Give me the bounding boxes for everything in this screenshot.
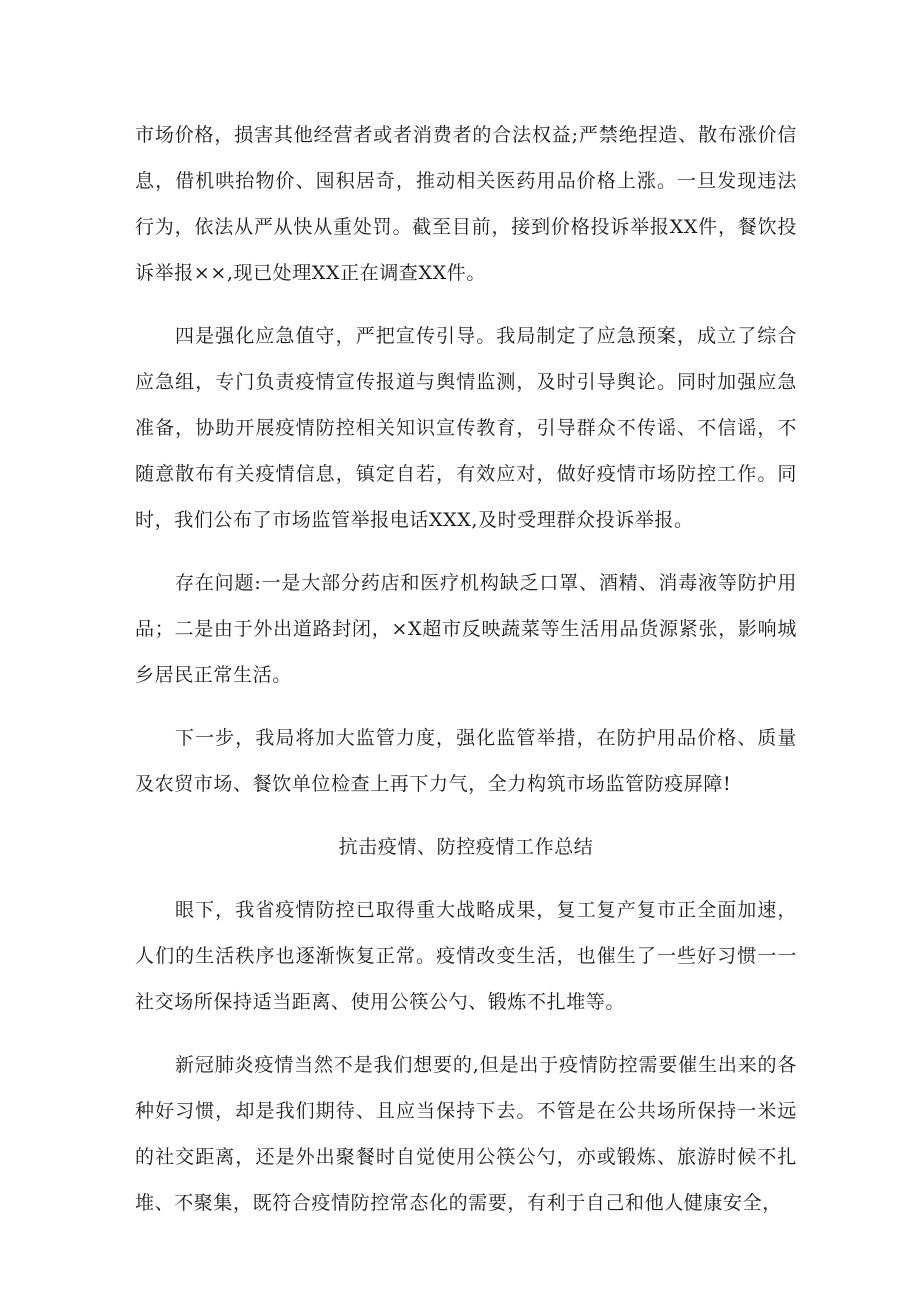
- paragraph-next-steps: 下一步，我局将加大监管力度，强化监管举措，在防护用品价格、质量及农贸市场、餐饮单位检查上再下力气，全力构筑市场监管防疫屏障!: [135, 727, 797, 795]
- section-title: 抗击疫情、防控疫情工作总结: [338, 836, 594, 858]
- paragraph-good-habits: 新冠肺炎疫情当然不是我们想要的,但是出于疫情防控需要催生出来的各种好习惯，却是我们期待、且应当保持下去。不管是在公共场所保持一米远的社交距离，还是外出聚餐时自觉使用公筷公勺，亦或锻炼、旅游时候不扎堆、不聚集，既符合疫情防控常态化的需要，有利于自己和他人健康安全，: [135, 1054, 797, 1214]
- document-page: [135, 112, 797, 1243]
- paragraph-price-enforcement: 市场价格，损害其他经营者或者消费者的合法权益;严禁绝捏造、散布涨价信息，借机哄抬物价、囤积居奇，推动相关医药用品价格上涨。一旦发现违法行为，依法从严从快从重处罚。截至目前，接到价格投诉举报XX件，餐饮投诉举报××,现已处理XX正在调查XX件。: [135, 124, 797, 284]
- paragraph-summary-intro: 眼下，我省疫情防控已取得重大战略成果，复工复产复市正全面加速，人们的生活秩序也逐渐恢复正常。疫情改变生活，也催生了一些好习惯一一社交场所保持适当距离、使用公筷公勺、锻炼不扎堆等。: [135, 899, 797, 1013]
- paragraph-emergency-duty: 四是强化应急值守，严把宣传引导。我局制定了应急预案，成立了综合应急组，专门负责疫情宣传报道与舆情监测，及时引导舆论。同时加强应急准备，协助开展疫情防控相关知识宣传教育，引导群众不传谣、不信谣，不随意散布有关疫情信息，镇定自若，有效应对，做好疫情市场防控工作。同时，我们公布了市场监管举报电话XXX,及时受理群众投诉举报。: [135, 325, 797, 531]
- paragraph-existing-problems: 存在问题:一是大部分药店和医疗机构缺乏口罩、酒精、消毒液等防护用品；二是由于外出道路封闭，×X超市反映蔬菜等生活用品货源紧张，影响城乡居民正常生活。: [135, 572, 797, 686]
